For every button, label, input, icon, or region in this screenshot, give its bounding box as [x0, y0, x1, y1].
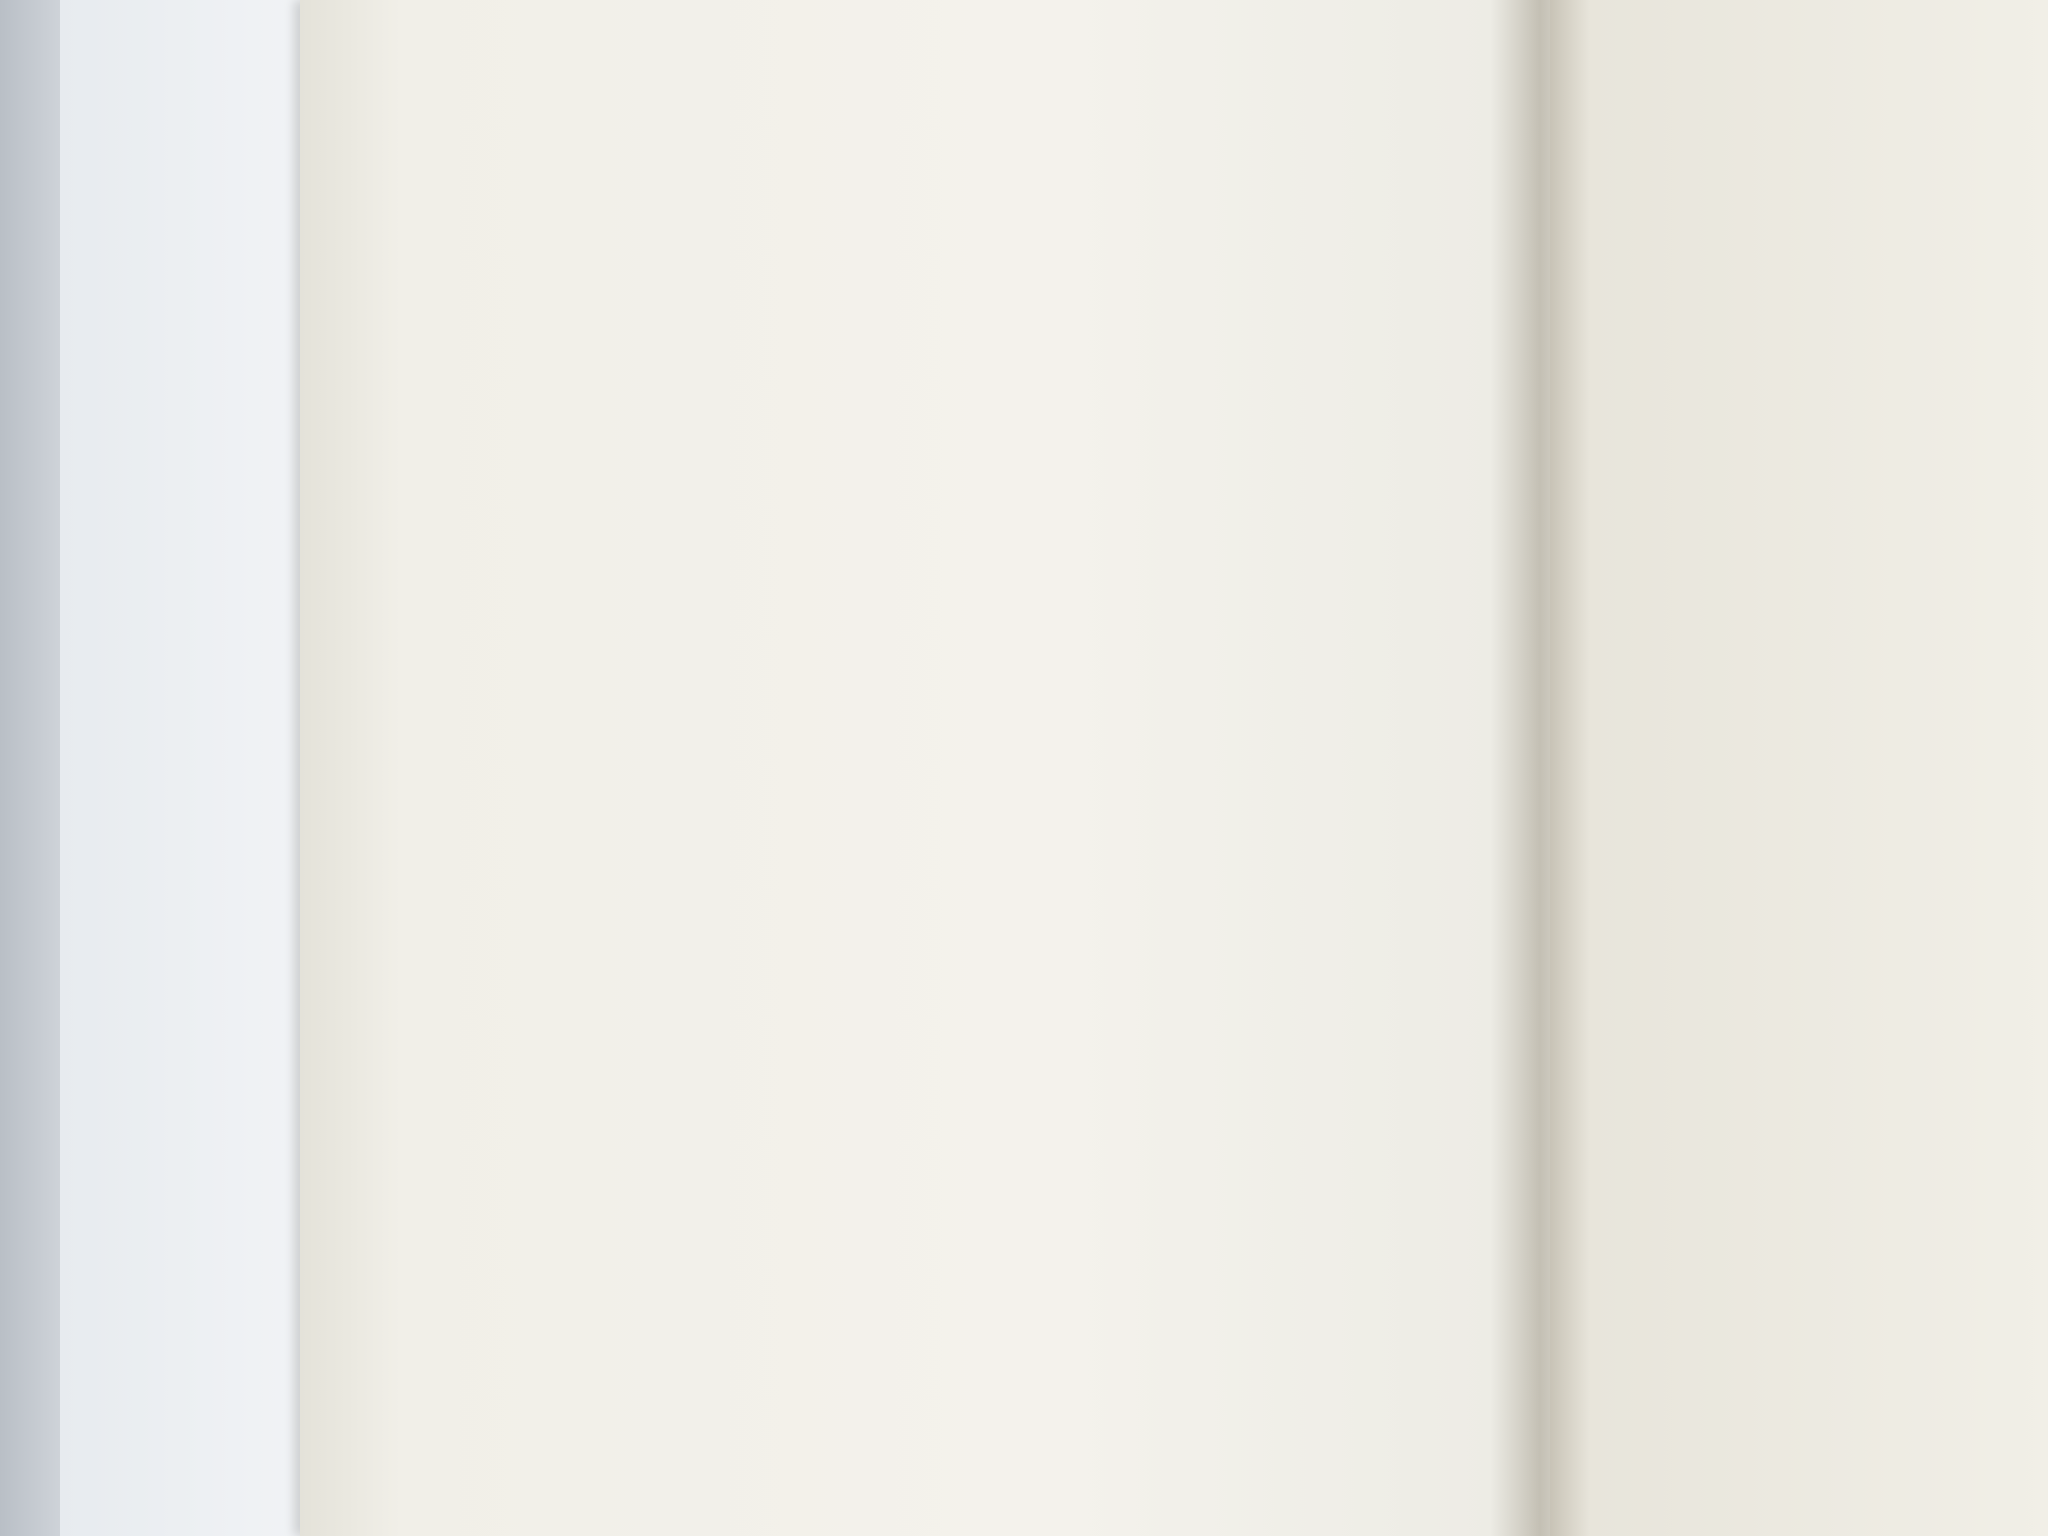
right-page-toc: [1700, 0, 2048, 1536]
